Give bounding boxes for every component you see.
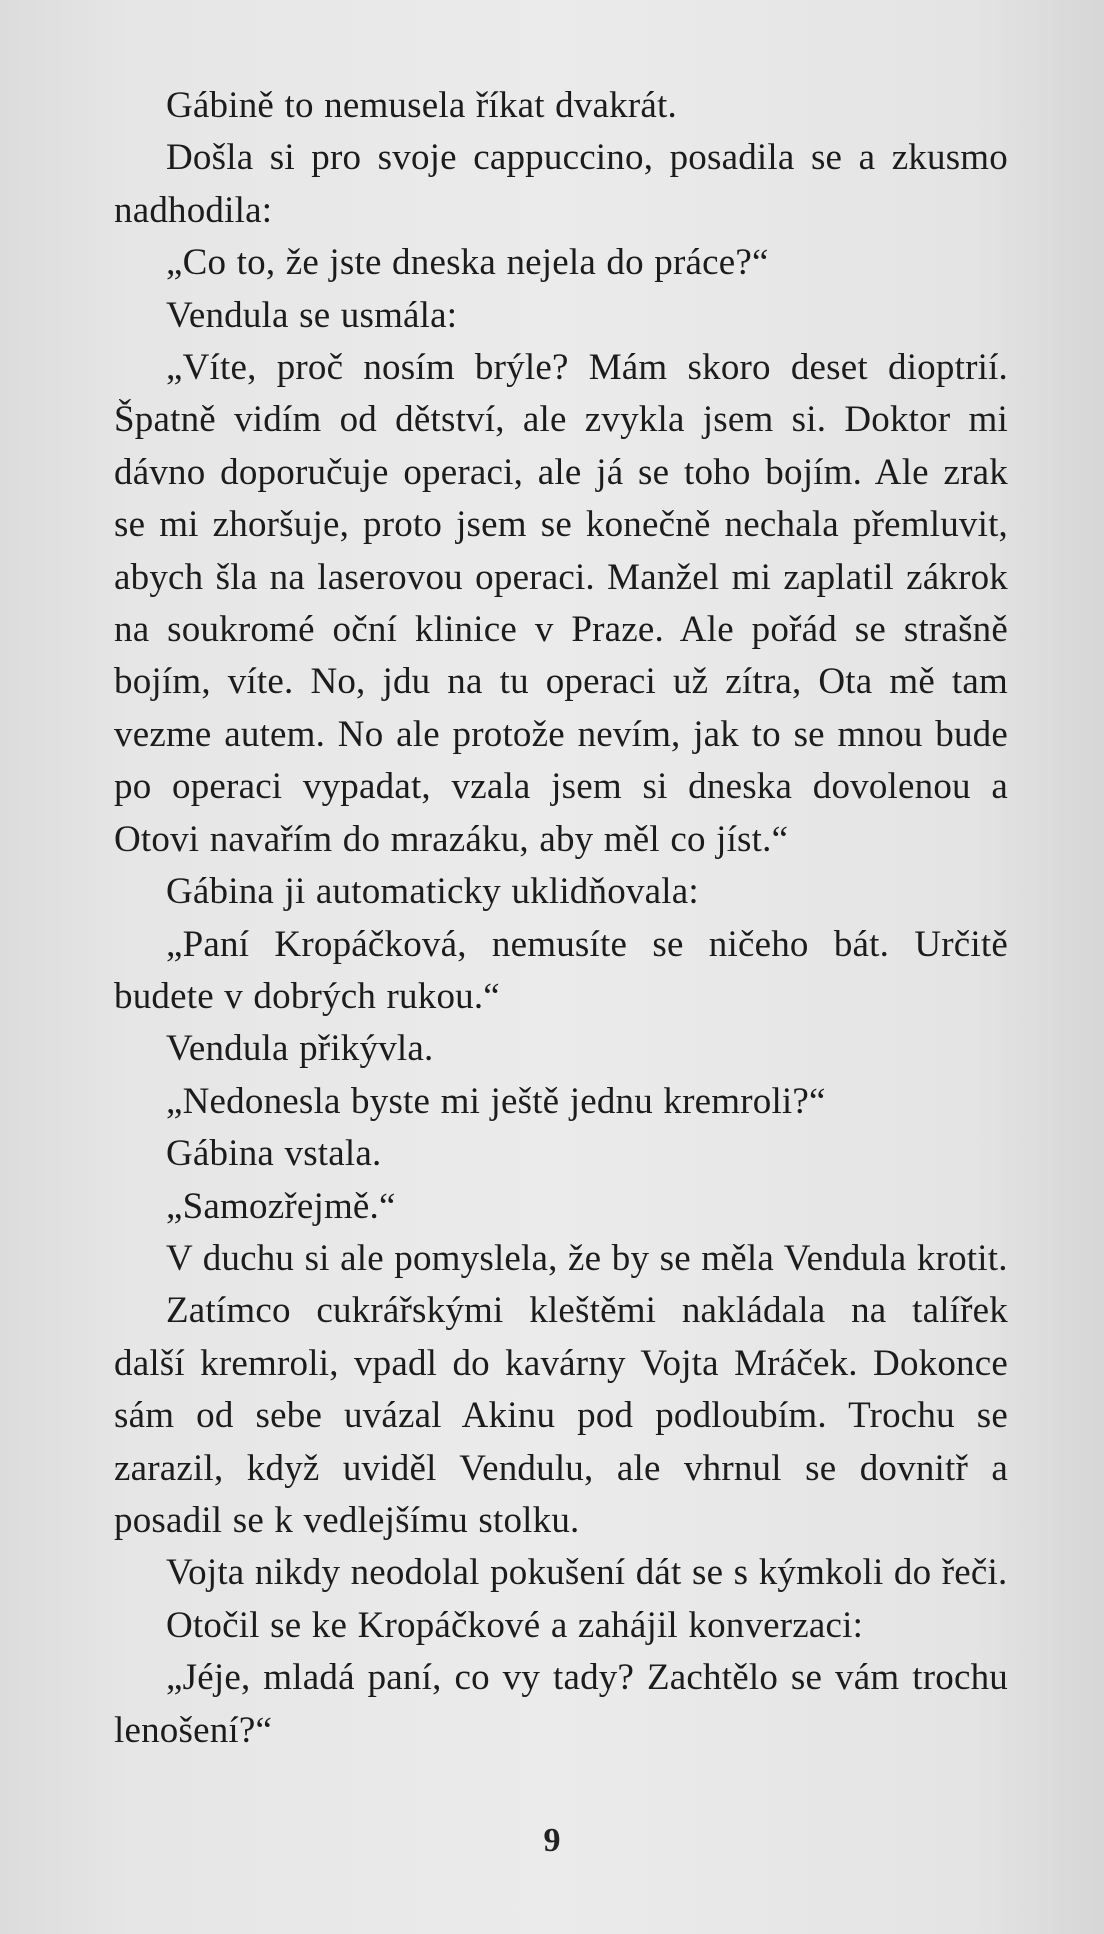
paragraph: „Co to, že jste dneska nejela do práce?“	[166, 242, 769, 284]
paragraph: „Jéje, mladá paní, co vy tady? Zachtělo se vám trochu lenošení?“	[114, 1657, 1008, 1751]
paragraph: Vendula se usmála:	[166, 294, 458, 336]
paragraph: Gábina vstala.	[166, 1133, 382, 1175]
paragraph: Gábina ji automaticky uklidňovala:	[166, 871, 699, 913]
paragraph: Došla si pro svoje cappuccino, posadila se a zkusmo nadhodila:	[114, 137, 1008, 231]
body-text	[114, 80, 1008, 1757]
page-number: 9	[543, 1822, 561, 1859]
paragraph: „Samozřejmě.“	[166, 1185, 396, 1227]
paragraph: Otočil se ke Kropáčkové a zahájil konverzaci:	[166, 1604, 864, 1646]
paragraph: Zatímco cukrářskými kleštěmi nakládala na talířek další kremroli, vpadl do kavárny Vojta Mráček. Dokonce sám od sebe uvázal Akinu pod podloubím. Trochu se zarazil, když uviděl Vendulu, ale vhrnul se dovnitř a posadil se k vedlejšímu stolku.	[114, 1290, 1008, 1541]
paragraph: Vojta nikdy neodolal pokušení dát se s kýmkoli do řeči.	[166, 1552, 1008, 1594]
paragraph: „Nedonesla byste mi ještě jednu kremroli?“	[166, 1080, 826, 1122]
paragraph: Gábině to nemusela říkat dvakrát.	[166, 85, 677, 126]
paragraph: Vendula přikývla.	[166, 1028, 434, 1070]
paragraph: V duchu si ale pomyslela, že by se měla Vendula krotit.	[166, 1237, 1008, 1279]
paragraph: „Víte, proč nosím brýle? Mám skoro deset dioptrií. Špatně vidím od dětství, ale zvykla jsem si. Doktor mi dávno doporučuje operaci, ale já se toho bojím. Ale zrak se mi zhoršuje, proto jsem se konečně nechala přemluvit, abych šla na laserovou operaci. Manžel mi zaplatil zákrok na soukromé oční klinice v Praze. Ale pořád se strašně bojím, víte. No, jdu na tu operaci už zítra, Ota mě tam vezme autem. No ale protože nevím, jak to se mnou bude po operaci vypadat, vzala jsem si dneska dovolenou a Otovi navařím do mrazáku, aby měl co jíst.“	[114, 347, 1008, 860]
paragraph: „Paní Kropáčková, nemusíte se ničeho bát. Určitě budete v dobrých rukou.“	[114, 923, 1008, 1017]
